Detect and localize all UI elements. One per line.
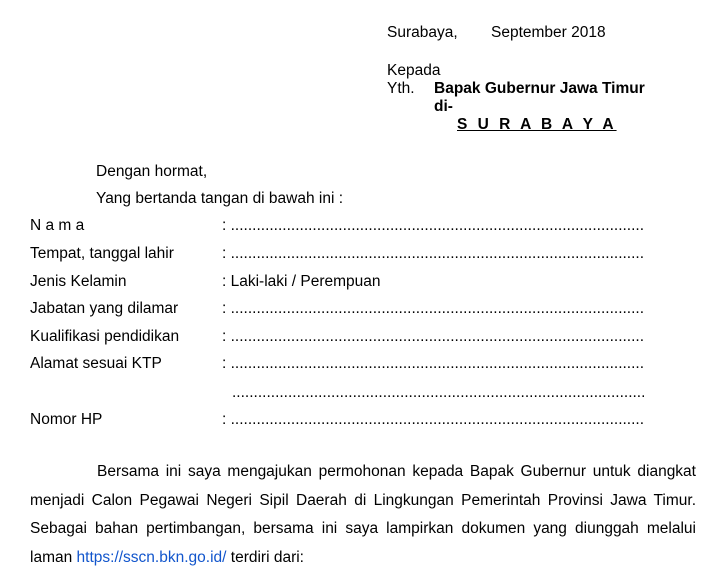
- field-label-jabatan: Jabatan yang dilamar: [30, 300, 179, 317]
- field-label-tempat-tanggal-lahir: Tempat, tanggal lahir: [30, 245, 174, 262]
- letter-date: September 2018: [491, 24, 606, 41]
- field-label-kualifikasi: Kualifikasi pendidikan: [30, 328, 180, 345]
- letter-place: Surabaya,: [387, 24, 458, 41]
- field-value-alamat-line2[interactable]: ................................................................................................: [232, 384, 646, 401]
- field-value-tempat-tanggal-lahir[interactable]: : ................................................................................................: [222, 245, 645, 262]
- field-value-jabatan[interactable]: : ................................................................................................: [222, 300, 645, 317]
- field-value-nama[interactable]: : ................................................................................................: [222, 217, 645, 234]
- field-label-alamat: Alamat sesuai KTP: [30, 355, 162, 372]
- recipient-city: S U R A B A Y A: [457, 116, 617, 133]
- field-value-kualifikasi[interactable]: : ................................................................................................: [222, 328, 645, 345]
- kepada-label: Kepada: [387, 62, 441, 79]
- body-text: Bersama ini saya mengajukan permohonan kepada Bapak Gubernur untuk diangkat menjadi Calon Pegawai Negeri Sipil Daerah di Lingkungan Pemerintah Provinsi Jawa Timur. Sebagai bahan pertimbangan, bersama ini saya lampirkan dokumen yang diunggah melalui laman: [30, 463, 696, 566]
- field-label-nama: N a m a: [30, 217, 85, 234]
- field-value-nomor-hp[interactable]: : ................................................................................................: [222, 411, 645, 428]
- intro-line: Yang bertanda tangan di bawah ini :: [96, 190, 344, 207]
- body-text-end: terdiri dari:: [230, 548, 304, 566]
- greeting: Dengan hormat,: [96, 163, 208, 180]
- field-value-jenis-kelamin[interactable]: : Laki-laki / Perempuan: [222, 273, 381, 290]
- sscn-link[interactable]: https://sscn.bkn.go.id/: [76, 548, 227, 566]
- recipient-name: Bapak Gubernur Jawa Timur: [434, 80, 645, 97]
- field-label-jenis-kelamin: Jenis Kelamin: [30, 273, 127, 290]
- field-value-alamat[interactable]: : ................................................................................................: [222, 355, 645, 372]
- field-label-nomor-hp: Nomor HP: [30, 411, 103, 428]
- yth-label: Yth.: [387, 80, 415, 97]
- di-label: di-: [434, 98, 453, 115]
- body-paragraph: [30, 458, 696, 572]
